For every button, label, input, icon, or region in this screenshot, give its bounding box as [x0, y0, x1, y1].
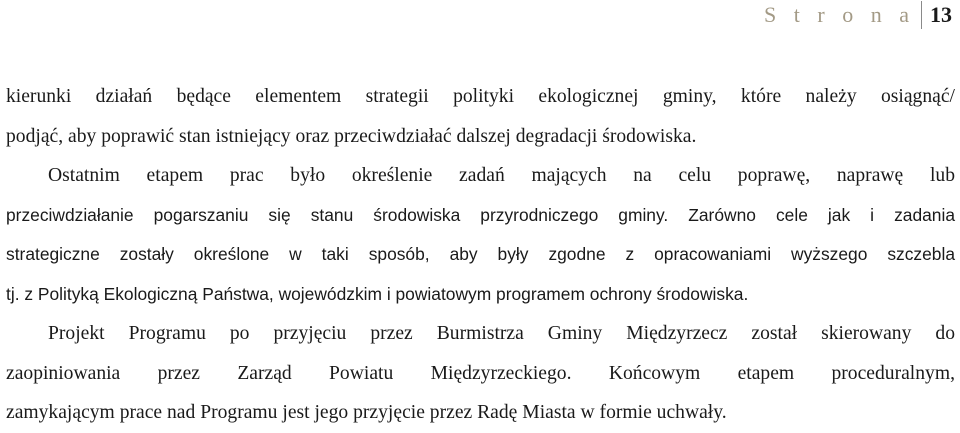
- text-line: zaopiniowania przez Zarząd Powiatu Międzyrzeckiego. Końcowym etapem proceduralnym,: [6, 362, 955, 384]
- text-line: strategiczne zostały określone w taki sposób, aby były zgodne z opracowaniami wyższego szczebla: [6, 244, 955, 264]
- page-number: 13: [930, 2, 952, 27]
- text-line: zamykającym prace nad Programu jest jego przyjęcie przez Radę Miasta w formie uchwały.: [6, 402, 727, 423]
- header-divider: [921, 1, 922, 29]
- text-line: Projekt Programu po przyjęciu przez Burmistrza Gminy Międzyrzecz został skierowany do: [48, 323, 955, 344]
- text-line: podjąć, aby poprawić stan istniejący oraz przeciwdziałać dalszej degradacji środowiska.: [6, 125, 697, 147]
- text-line: Ostatnim etapem prac było określenie zadań mających na celu poprawę, naprawę lub: [48, 165, 955, 186]
- page-header: [764, 0, 952, 30]
- text-line: tj. z Polityką Ekologiczną Państwa, wojewódzkim i powiatowym programem ochrony środowiska.: [6, 283, 749, 304]
- document-body: [6, 77, 955, 433]
- text-line: kierunki działań będące elementem strategii polityki ekologicznej gminy, które należy osiągnąć/: [6, 86, 955, 107]
- page-header-word: S t r o n a: [764, 2, 915, 27]
- text-line: przeciwdziałanie pogarszaniu się stanu środowiska przyrodniczego gminy. Zarówno cele jak i zadania: [6, 204, 955, 225]
